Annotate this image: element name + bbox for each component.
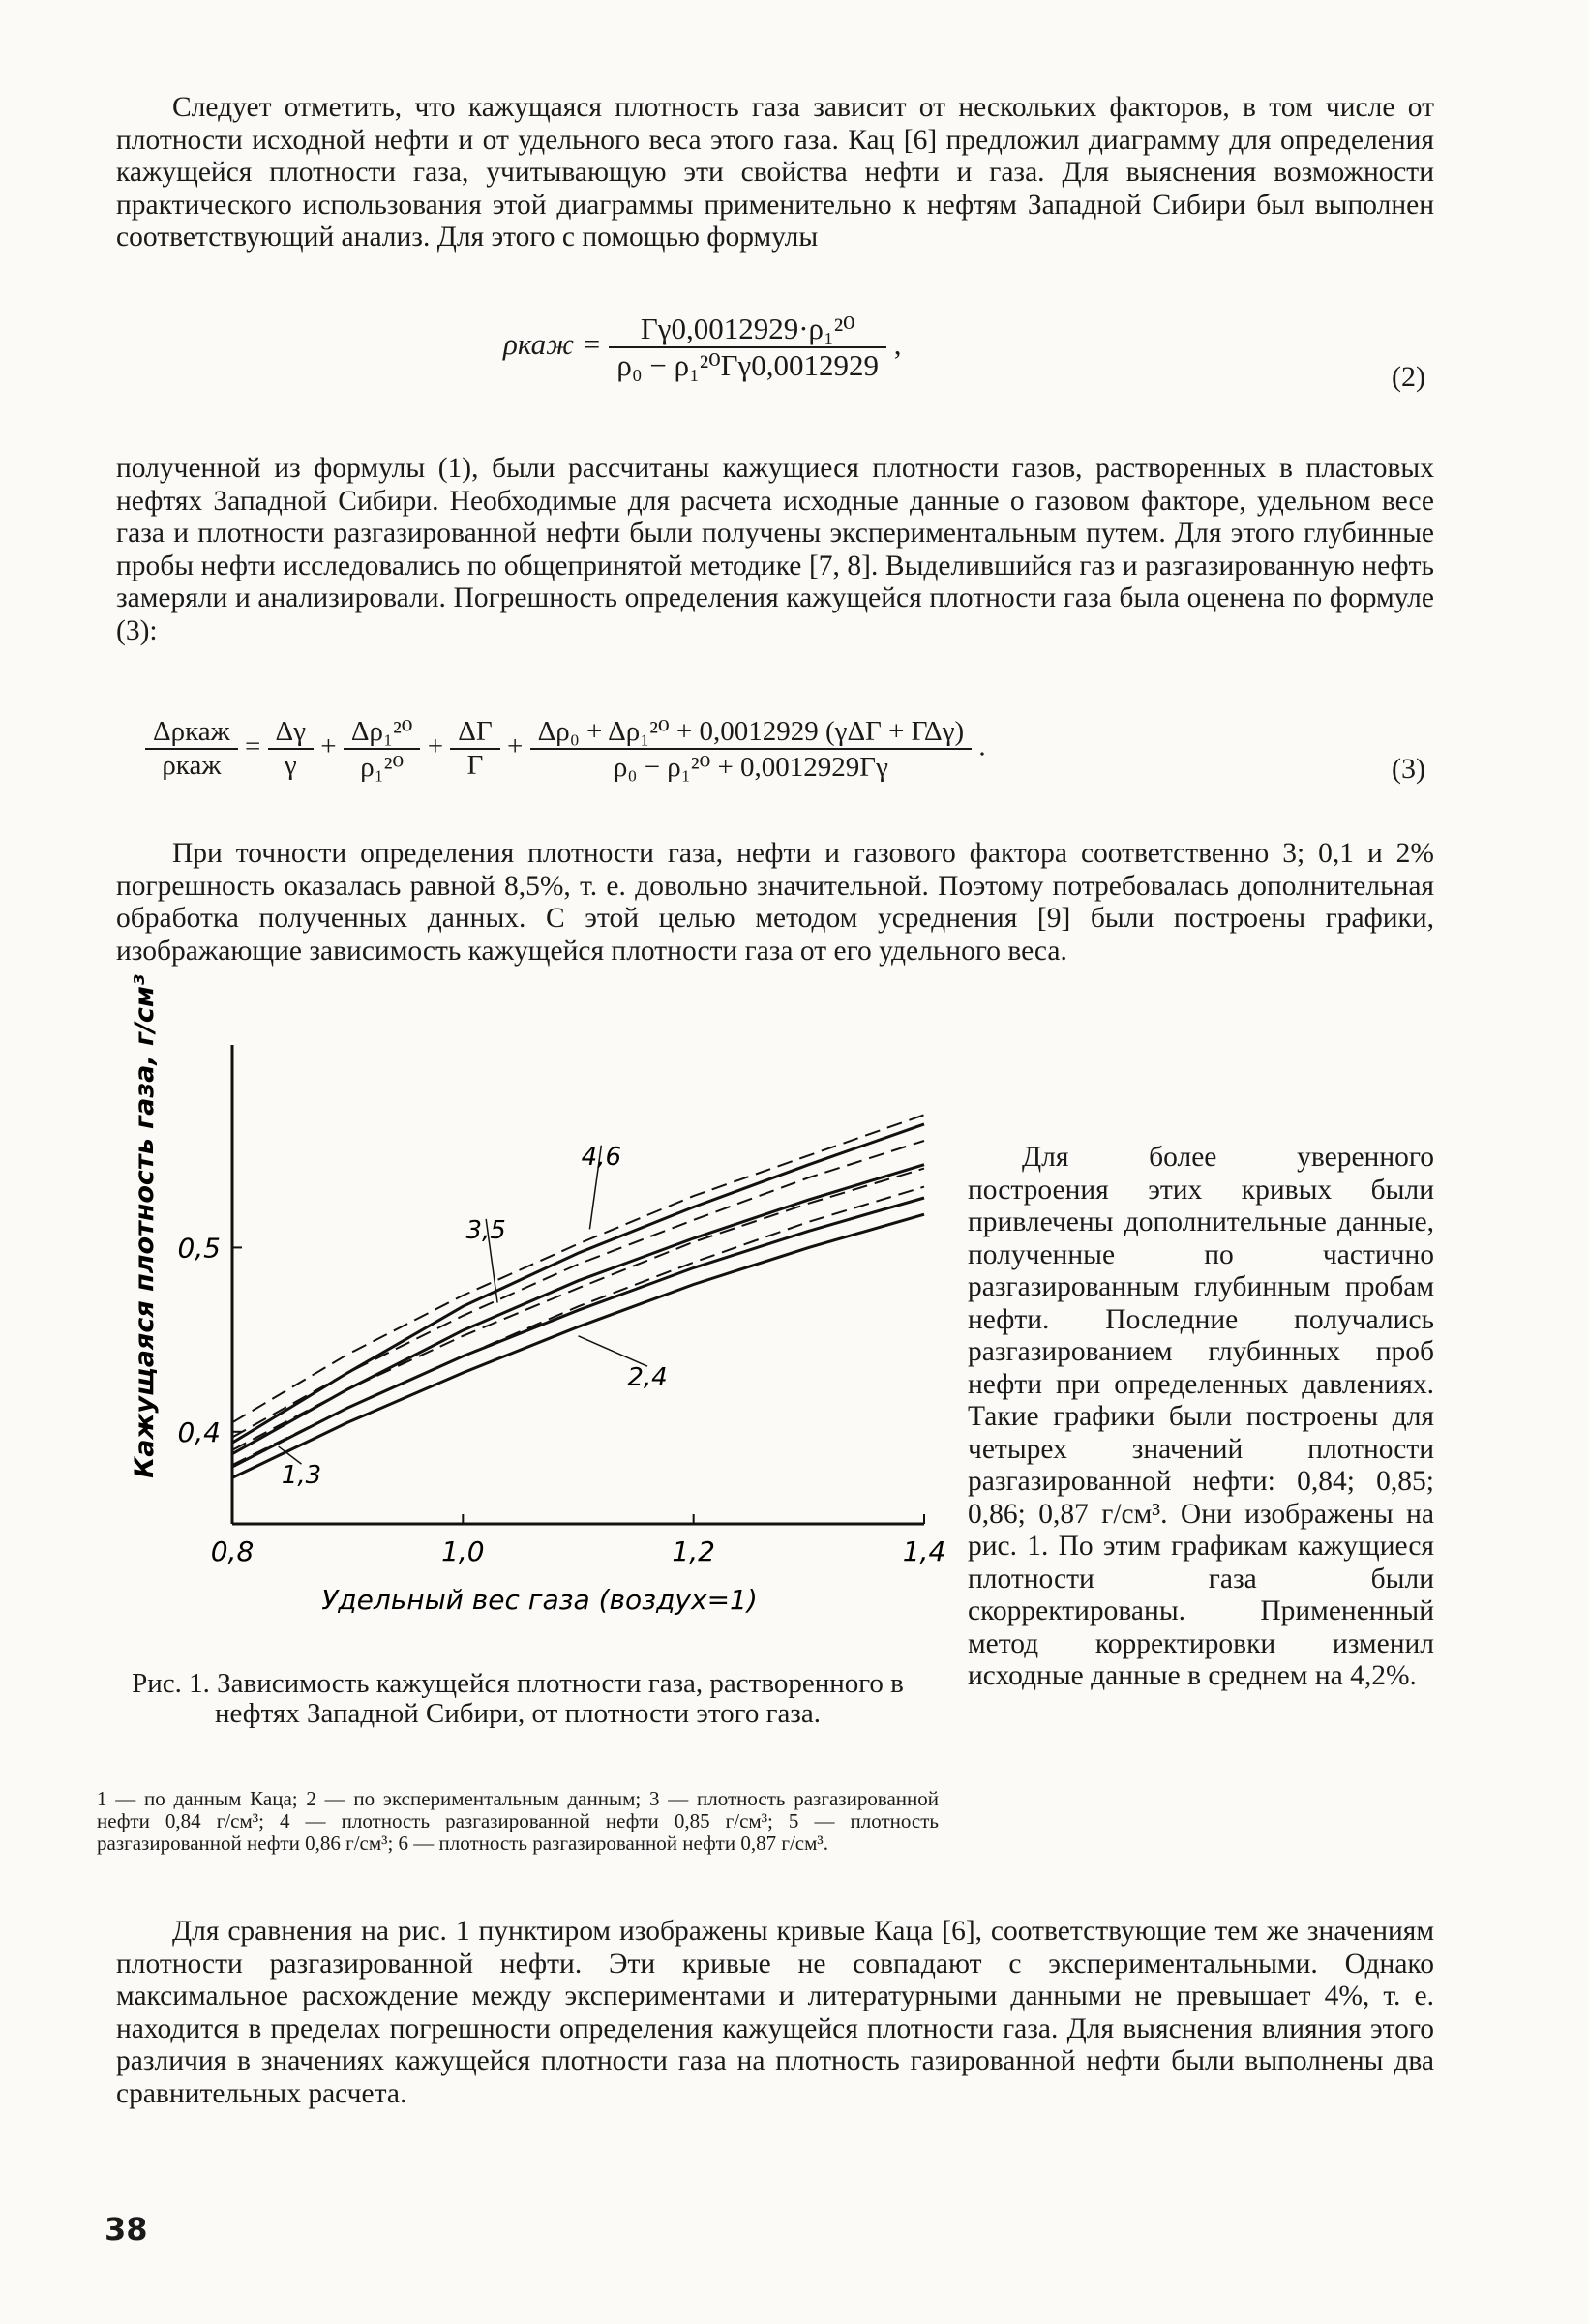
equation-3: $\frac{\text{Δρкаж}}{\text{ρкаж}}$ = $\frac{\Delta\gamma}{\gamma}$ + $\frac{\text{Δρ₁²⁰}}{\text{ρ₁²⁰}}$ + $\frac{\Delta\Gamma}{\Gamma}$ + $\frac{\text{Δρ₀ + Δρ₁²⁰ + 0,0012929 (γΔΓ + ΓΔγ)}}{\text{ρ₀ − ρ₁²⁰ + 0,0012929Γγ}}$ . — [145, 714, 986, 784]
annotation-label: 3,5 — [465, 1215, 506, 1245]
annotation-label: 2,4 — [627, 1363, 668, 1393]
eq3-gf-den: Γ — [466, 750, 484, 781]
figure-caption: Рис. 1. Зависимость кажущейся плотности газа, растворенного в нефтях Западной Сибири, от плотности этого газа. — [132, 1668, 904, 1729]
figure-legend: 1 — по данным Каца; 2 — по экспериментальным данным; 3 — плотность разгазированной нефти 0,84 г/см³; 4 — плотность разгазированной нефти 0,85 г/см³; 5 — плотность разгазированной нефти 0,86 г/см³; 6 — плотность разгазированной нефти 0,87 г/см³. — [97, 1787, 939, 1855]
annotation-label: 1,3 — [281, 1461, 322, 1491]
equation-3-number: (3) — [1392, 753, 1425, 785]
eq3-gamma-num: Δγ — [268, 716, 314, 750]
eq3-term-gamma — [268, 716, 314, 782]
eq2-denominator: ρ₀ − ρ₁²⁰Γγ0,0012929 — [616, 348, 880, 382]
paragraph-intro: Следует отметить, что кажущаяся плотность газа зависит от нескольких факторов, в том числе от плотности исходной нефти и от удельного веса этого газа. Кац [6] предложил диаграмму для определения кажущейся плотности газа, учитывающую эти свойства нефти и газа. Для выяснения возможности практического использования этой диаграммы применительно к нефтям Западной Сибири был выполнен соответствующий анализ. Для этого с помощью формулы — [116, 92, 1434, 253]
paragraph-comparison: Для сравнения на рис. 1 пунктиром изображены кривые Каца [6], соответствующие тем же значениям плотности разгазированной нефти. Эти кривые не совпадают с экспериментальными. Однако максимальное расхождение между экспериментами и литературными данными не превышает 4%, т. е. находится в пределах погрешности определения кажущейся плотности газа. Для выяснения влияния этого различия в значениях кажущейся плотности газа на плотность газированной нефти были выполнены два сравнительных расчета. — [116, 1916, 1434, 2109]
eq3-term-gas-factor — [450, 716, 499, 782]
eq2-lhs: ρкаж = — [503, 327, 602, 362]
eq3-term-lhs — [145, 716, 238, 782]
eq3-main-den: ρ₀ − ρ₁²⁰ + 0,0012929Γγ — [613, 752, 888, 783]
chart-series — [232, 1115, 924, 1477]
eq2-numerator: Γγ0,0012929·ρ₁²⁰ — [609, 312, 886, 348]
paragraph-accuracy-text: При точности определения плотности газа, нефти и газового фактора соответственно 3; 0,1 и 2% погрешность оказалась равной 8,5%, т. е. довольно значительной. Поэтому потребовалась дополнительная обработка полученных данных. С этой целью методом усреднения [9] были построены графики, изображающие зависимость кажущейся плотности газа от его удельного веса. — [116, 838, 1434, 967]
y-tick-label: 0,4 — [177, 1415, 221, 1448]
x-tick-label: 1,2 — [672, 1535, 715, 1567]
eq3-main-num: Δρ₀ + Δρ₁²⁰ + 0,0012929 (γΔΓ + ΓΔγ) — [530, 714, 973, 750]
chart-svg — [97, 972, 948, 1640]
paragraph-method: полученной из формулы (1), были рассчитаны кажущиеся плотности газов, растворенных в пластовых нефтях Западной Сибири. Необходимые для расчета исходные данные о газовом факторе, удельном весе газа и плотности разгазированной нефти были получены экспериментальным путем. Для этого глубинные пробы нефти исследовались по общепринятой методике [7, 8]. Выделившийся газ и разгазированную нефть замеряли и анализировали. Погрешность определения кажущейся плотности газа была оценена по формуле (3): — [116, 453, 1434, 646]
eq3-lhs-num: Δρкаж — [145, 716, 238, 750]
eq2-fraction — [609, 312, 886, 383]
y-axis-label: Кажущаяся плотность газа, г/см³ — [130, 974, 160, 1478]
eq3-gf-num: ΔΓ — [450, 716, 499, 750]
paragraph-additional-data: Для более уверенного построения этих кривых были привлечены дополнительные данные, полученные по частично разгазированным глубинным пробам нефти. Последние получались разгазированием глубинных проб нефти при определенных давлениях. Такие графики были построены для четырех значений плотности разгазированной нефти: 0,84; 0,85; 0,86; 0,87 г/см³. Они изображены на рис. 1. По этим графикам кажущиеся плотности газа были скорректированы. Примененный метод корректировки изменил исходные данные в среднем на 4,2%. — [968, 1142, 1434, 1691]
chart-axes — [130, 974, 945, 1616]
equation-2-number: (2) — [1392, 361, 1425, 393]
annotation-label: 4,6 — [581, 1142, 622, 1172]
equation-2: ρкаж = $\frac{\text{Γγ0,0012929·ρ₁²⁰}}{\text{ρ₀ − ρ₁²⁰Γγ0,0012929}}$ , — [503, 312, 902, 382]
eq3-rho-num: Δρ₁²⁰ — [344, 714, 421, 750]
x-tick-label: 1,0 — [441, 1535, 485, 1567]
x-tick-label: 0,8 — [210, 1535, 255, 1567]
x-tick-label: 1,4 — [902, 1535, 946, 1567]
x-axis-label: Удельный вес газа (воздух=1) — [321, 1584, 758, 1616]
y-tick-label: 0,5 — [177, 1232, 221, 1265]
paragraph-accuracy-fullwidth — [116, 838, 1434, 968]
page-number: 38 — [105, 2211, 148, 2248]
eq3-term-main — [530, 714, 973, 784]
eq3-term-rho — [344, 714, 421, 784]
eq3-rho-den: ρ₁²⁰ — [360, 752, 405, 783]
eq3-lhs-den: ρкаж — [162, 750, 222, 781]
series-line-2 — [232, 1198, 924, 1467]
figure-1 — [97, 972, 948, 1640]
annotation-leader — [579, 1336, 648, 1366]
eq3-gamma-den: γ — [284, 750, 297, 781]
